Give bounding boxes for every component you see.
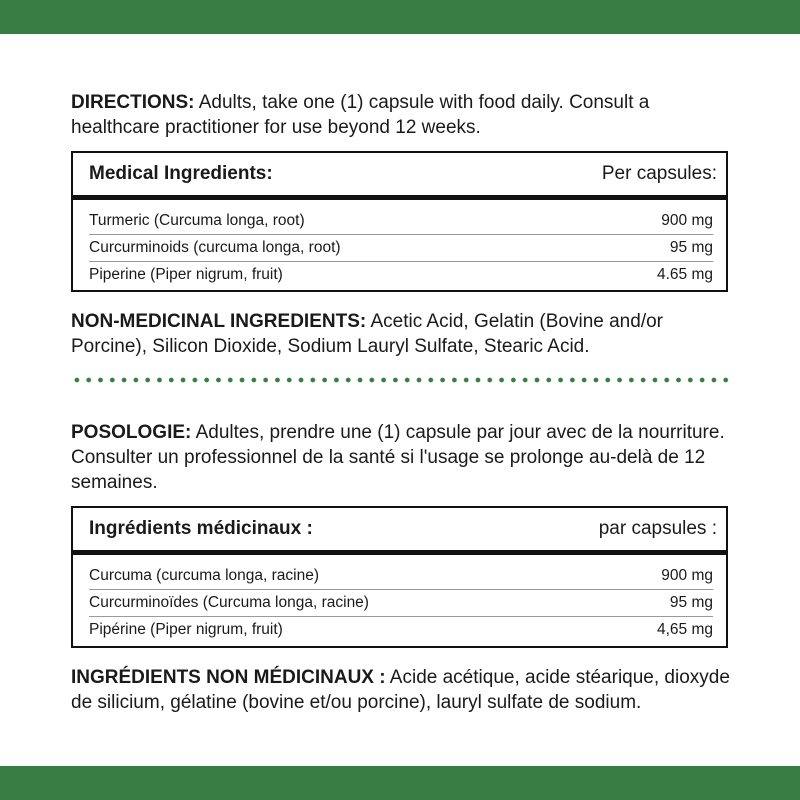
ingredient-amount: 95 mg <box>669 239 713 256</box>
table-header-title: Ingrédients médicinaux : <box>89 518 313 539</box>
ingredient-amount: 900 mg <box>661 567 713 584</box>
posologie-text: Adultes, prendre une (1) capsule par jour avec de la nourriture. Consulter un professionnel de la santé si l'usage se prolonge au-delà de 12 semaines. <box>71 422 725 493</box>
ingredient-name: Turmeric (Curcuma longa, root) <box>89 212 305 229</box>
table-row <box>89 617 713 643</box>
directions-label: DIRECTIONS: <box>71 92 195 113</box>
table-row <box>89 590 713 617</box>
ingredient-name: Curcurminoïdes (Curcuma longa, racine) <box>89 594 369 611</box>
posologie-paragraph <box>71 420 733 495</box>
ingredient-name: Pipérine (Piper nigrum, fruit) <box>89 621 283 638</box>
bottom-green-band <box>0 766 800 800</box>
medical-ingredients-table <box>71 151 728 292</box>
table-row <box>89 235 713 262</box>
table-rows <box>73 563 726 647</box>
non-medicinal-paragraph <box>71 309 733 359</box>
table-row <box>89 563 713 590</box>
directions-paragraph <box>71 90 733 140</box>
dotted-divider <box>71 376 731 384</box>
ingredient-amount: 4.65 mg <box>656 266 713 283</box>
non-medicinal-text: Acetic Acid, Gelatin (Bovine and/or Porcine), Silicon Dioxide, Sodium Lauryl Sulfate, Stearic Acid. <box>71 311 663 357</box>
table-rows <box>73 208 726 292</box>
posologie-label: POSOLOGIE: <box>71 422 192 443</box>
table-header <box>73 153 726 200</box>
top-green-band <box>0 0 800 34</box>
ingredient-amount: 900 mg <box>661 212 713 229</box>
ingredient-name: Curcurminoids (curcuma longa, root) <box>89 239 341 256</box>
non-medicinaux-paragraph <box>71 665 733 715</box>
non-medicinaux-text: Acide acétique, acide stéarique, dioxyde de silicium, gélatine (bovine et/ou porcine), lauryl sulfate de sodium. <box>71 667 730 713</box>
table-row <box>89 208 713 235</box>
non-medicinaux-label: INGRÉDIENTS NON MÉDICINAUX : <box>71 667 386 688</box>
table-header <box>73 508 726 555</box>
table-row <box>89 262 713 288</box>
directions-text: Adults, take one (1) capsule with food daily. Consult a healthcare practitioner for use beyond 12 weeks. <box>71 92 650 138</box>
ingredients-medicinaux-table <box>71 506 728 648</box>
ingredient-amount: 95 mg <box>669 594 713 611</box>
table-header-per-capsule: par capsules : <box>598 518 717 539</box>
ingredient-amount: 4,65 mg <box>656 621 713 638</box>
table-header-per-capsule: Per capsules: <box>601 163 717 184</box>
ingredient-name: Piperine (Piper nigrum, fruit) <box>89 266 283 283</box>
table-header-title: Medical Ingredients: <box>89 163 273 184</box>
ingredient-name: Curcuma (curcuma longa, racine) <box>89 567 320 584</box>
non-medicinal-label: NON-MEDICINAL INGREDIENTS: <box>71 311 367 332</box>
